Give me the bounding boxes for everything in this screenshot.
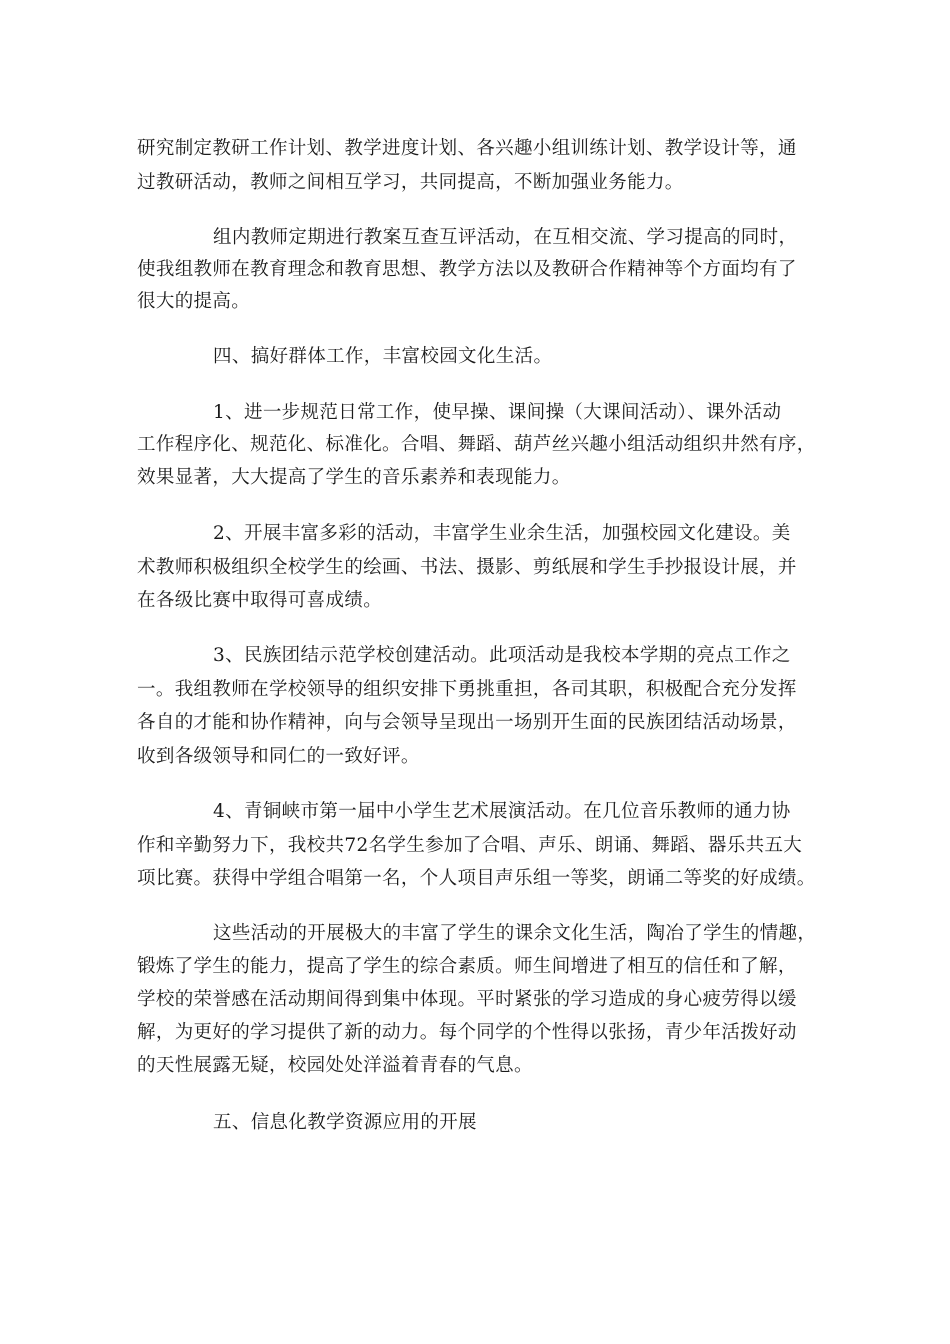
- text-line: 一。我组教师在学校领导的组织安排下勇挑重担，各司其职，积极配合充分发挥: [137, 679, 797, 700]
- text-line: 很大的提高。: [137, 291, 251, 312]
- text-line: 学校的荣誉感在活动期间得到集中体现。平时紧张的学习造成的身心疲劳得以缓: [137, 989, 797, 1010]
- text-line: 作和辛勤努力下，我校共72名学生参加了合唱、声乐、朗诵、舞蹈、器乐共五大: [137, 835, 803, 856]
- text-line: 术教师积极组织全校学生的绘画、书法、摄影、剪纸展和学生手抄报设计展，并: [137, 557, 797, 578]
- text-line: 组内教师定期进行教案互查互评活动，在互相交流、学习提高的同时，: [213, 227, 798, 248]
- text-line: 1、进一步规范日常工作，使早操、课间操（大课间活动）、课外活动: [213, 402, 782, 423]
- text-line: 效果显著，大大提高了学生的音乐素养和表现能力。: [137, 467, 571, 488]
- text-line: 锻炼了学生的能力，提高了学生的综合素质。师生间增进了相互的信任和了解，: [137, 956, 797, 977]
- text-line: 工作程序化、规范化、标准化。合唱、舞蹈、葫芦丝兴趣小组活动组织井然有序，: [137, 434, 816, 455]
- text-line: 3、民族团结示范学校创建活动。此项活动是我校本学期的亮点工作之: [213, 645, 791, 666]
- section-heading: 四、搞好群体工作，丰富校园文化生活。: [213, 346, 553, 367]
- text-line: 过教研活动，教师之间相互学习，共同提高，不断加强业务能力。: [137, 172, 684, 193]
- text-line: 收到各级领导和同仁的一致好评。: [137, 746, 420, 767]
- text-line: 这些活动的开展极大的丰富了学生的课余文化生活，陶冶了学生的情趣，: [213, 923, 817, 944]
- text-line: 研究制定教研工作计划、教学进度计划、各兴趣小组训练计划、教学设计等，通: [137, 138, 797, 159]
- text-line: 解，为更好的学习提供了新的动力。每个同学的个性得以张扬，青少年活拨好动: [137, 1022, 797, 1043]
- text-line: 项比赛。获得中学组合唱第一名，个人项目声乐组一等奖，朗诵二等奖的好成绩。: [137, 868, 816, 889]
- text-line: 2、开展丰富多彩的活动，丰富学生业余生活，加强校园文化建设。美: [213, 523, 791, 544]
- text-line: 各自的才能和协作精神，向与会领导呈现出一场别开生面的民族团结活动场景，: [137, 712, 797, 733]
- text-line: 的天性展露无疑，校园处处洋溢着青春的气息。: [137, 1055, 533, 1076]
- text-line: 4、青铜峡市第一届中小学生艺术展演活动。在几位音乐教师的通力协: [213, 801, 791, 822]
- section-heading: 五、信息化教学资源应用的开展: [213, 1112, 477, 1133]
- text-line: 在各级比赛中取得可喜成绩。: [137, 590, 383, 611]
- text-line: 使我组教师在教育理念和教育思想、教学方法以及教研合作精神等个方面均有了: [137, 259, 797, 280]
